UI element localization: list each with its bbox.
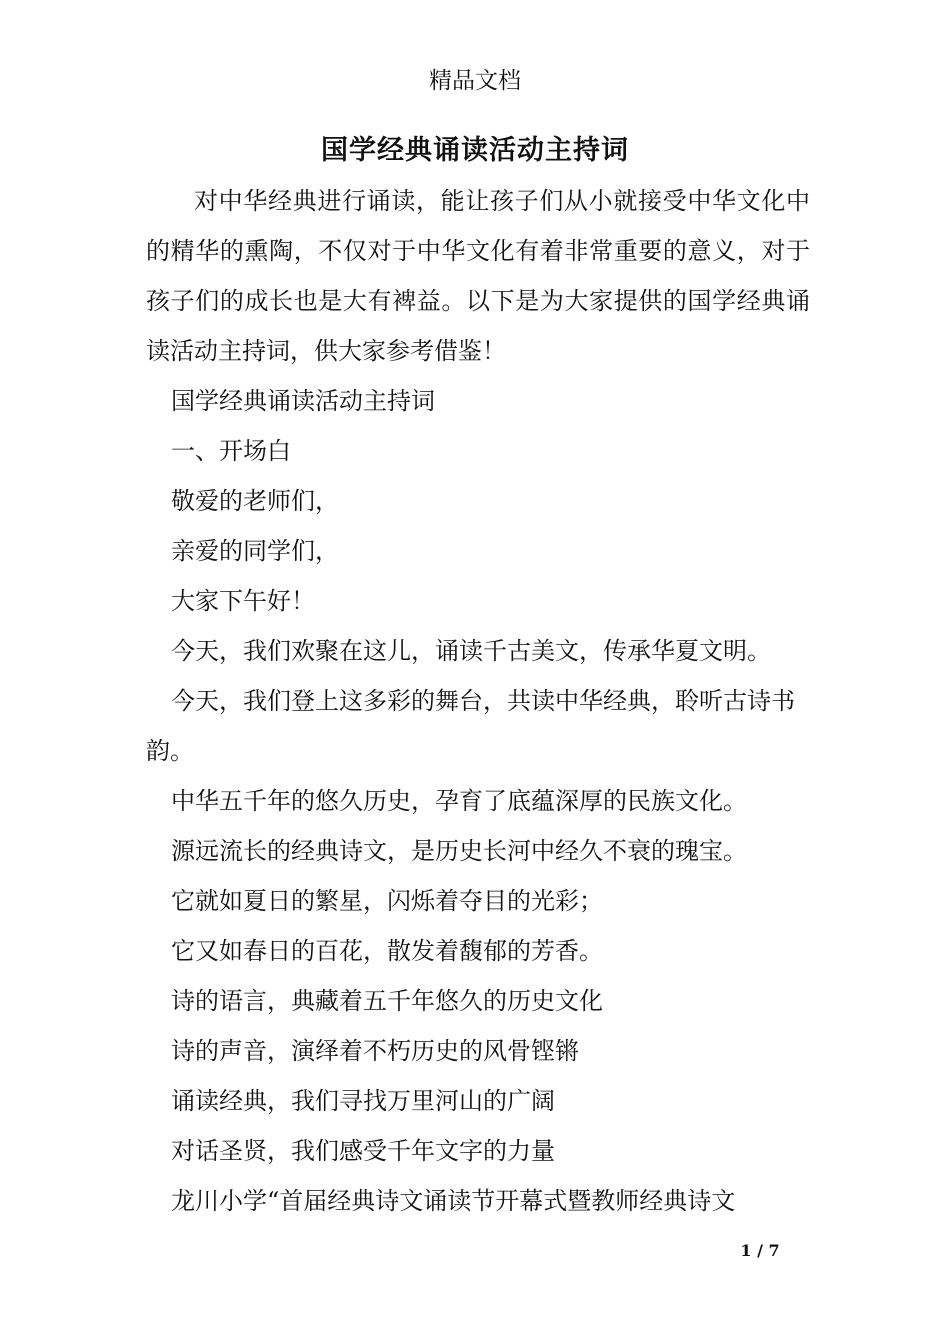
body-line: 诗的声音，演绎着不朽历史的风骨铿锵 bbox=[171, 1037, 579, 1065]
body-line: 大家下午好！ bbox=[171, 587, 315, 615]
body-line: 龙川小学“首届经典诗文诵读节开幕式暨教师经典诗文 bbox=[171, 1187, 736, 1215]
body-line: 源远流长的经典诗文，是历史长河中经久不衰的瑰宝。 bbox=[171, 837, 747, 865]
intro-paragraph: 对中华经典进行诵读，能让孩子们从小就接受中华文化中的精华的熏陶，不仅对于中华文化有着非常重要的意义，对于孩子们的成长也是大有裨益。以下是为大家提供的国学经典诵读活动主持词，供大家参考借鉴！ bbox=[146, 187, 810, 365]
body-line: 敬爱的老师们， bbox=[171, 487, 339, 515]
body-line: 对话圣贤，我们感受千年文字的力量 bbox=[171, 1137, 555, 1165]
body-line: 它又如春日的百花，散发着馥郁的芳香。 bbox=[171, 937, 603, 965]
section-heading: 一、开场白 bbox=[171, 437, 291, 465]
body-line: 今天，我们欢聚在这儿，诵读千古美文，传承华夏文明。 bbox=[171, 637, 771, 665]
page-number: 1 / 7 bbox=[740, 1241, 780, 1260]
body-line: 今天，我们登上这多彩的舞台，共读中华经典，聆听古诗书韵。 bbox=[146, 687, 795, 765]
body-line: 诗的语言，典藏着五千年悠久的历史文化 bbox=[171, 987, 603, 1015]
body-line: 中华五千年的悠久历史，孕育了底蕴深厚的民族文化。 bbox=[171, 787, 747, 815]
document-title: 国学经典诵读活动主持词 bbox=[321, 135, 629, 166]
body-line: 它就如夏日的繁星，闪烁着夺目的光彩； bbox=[171, 887, 603, 915]
page-header: 精品文档 bbox=[429, 68, 521, 94]
body-line: 诵读经典，我们寻找万里河山的广阔 bbox=[171, 1087, 555, 1115]
body-line: 亲爱的同学们， bbox=[171, 537, 339, 565]
body-line: 国学经典诵读活动主持词 bbox=[171, 387, 435, 415]
document-body bbox=[146, 176, 810, 1226]
